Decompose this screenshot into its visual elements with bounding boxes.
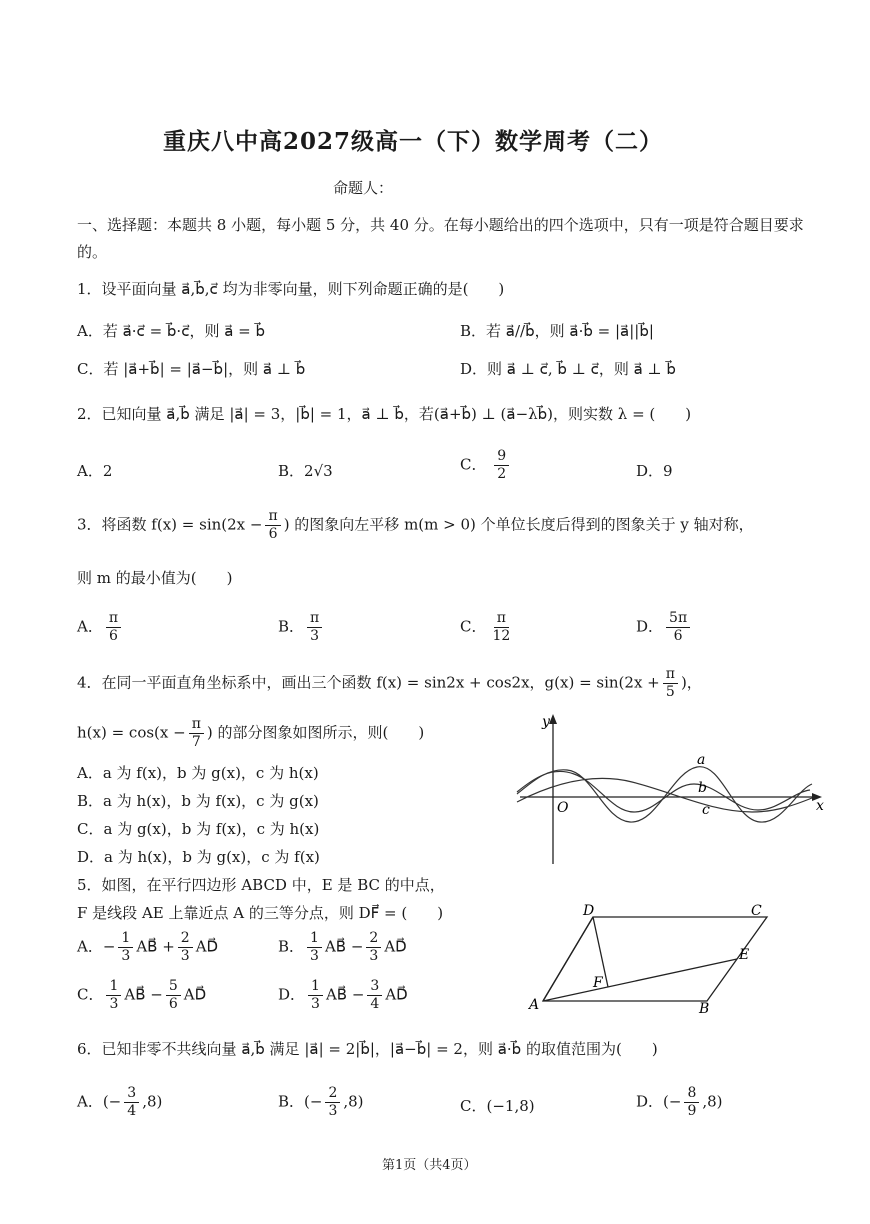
- q5-stem-line2: F 是线段 AE 上靠近点 A 的三等分点，则 DF⃗ = ( ): [77, 904, 444, 922]
- q3-stem-den: 6: [268, 526, 278, 542]
- q2-stem: 2．已知向量 a⃗,b⃗ 满足 |a⃗| = 3，|b⃗| = 1，a⃗ ⊥ b⃗，若(a⃗+b⃗) ⊥ (a⃗−λb⃗)，则实数 λ = ( ): [77, 405, 692, 423]
- q5-d-end: AD⃗: [385, 985, 408, 1004]
- q6-option-b: [278, 1085, 364, 1120]
- q3-option-c: [460, 610, 516, 645]
- q5-a-frac2: [178, 930, 193, 965]
- q3-d-num: 5π: [666, 610, 690, 628]
- q5-stem: 5．如图，在平行四边形 ABCD 中，E 是 BC 的中点，: [77, 876, 445, 894]
- q5-b-frac1: [307, 930, 322, 965]
- point-e-label: E: [739, 947, 750, 963]
- q6-b-label: B．(−: [278, 1092, 323, 1111]
- q3-stem: [77, 508, 754, 543]
- q4-stem-fraction: [663, 666, 678, 701]
- q2-option-b: B．2√3: [278, 462, 333, 480]
- segment-ad: [543, 917, 593, 1001]
- q2-option-c: [460, 448, 512, 483]
- q3-stem-pre: 3．将函数 f(x) = sin(2x −: [77, 515, 263, 534]
- q3-stem-fraction: [265, 508, 280, 543]
- q3-d-label: D．: [636, 617, 664, 636]
- q5-d-d2: 4: [370, 996, 380, 1012]
- q4-stem2-num: π: [189, 716, 204, 734]
- q3-b-label: B．: [278, 617, 305, 636]
- q5-d-d1: 3: [311, 996, 320, 1012]
- q1-option-d: D．则 a⃗ ⊥ c⃗, b⃗ ⊥ c⃗，则 a⃗ ⊥ b⃗: [460, 360, 676, 378]
- point-b-label: B: [699, 1001, 710, 1017]
- q1-stem: 1．设平面向量 a⃗,b⃗,c⃗ 均为非零向量，则下列命题正确的是( ): [77, 280, 505, 298]
- origin-label: O: [557, 800, 569, 816]
- q5-b-n1: 1: [307, 930, 322, 948]
- q5-c-d2: 6: [168, 996, 178, 1012]
- q3-b-den: 3: [310, 628, 320, 644]
- q5-c-label: C．: [77, 985, 104, 1004]
- q5-a-mid: AB⃗ +: [136, 937, 175, 956]
- q5-b-mid: AB⃗ −: [324, 937, 364, 956]
- point-f-label: F: [593, 975, 603, 991]
- q3-a-den: 6: [108, 628, 118, 644]
- q3-c-den: 12: [492, 628, 511, 644]
- q5-b-d2: 3: [369, 948, 379, 964]
- q4-option-b: B．a 为 h(x)，b 为 f(x)，c 为 g(x): [77, 792, 319, 810]
- q5-c-frac2: [166, 978, 181, 1013]
- q6-a-fraction: [124, 1085, 139, 1120]
- q3-option-b: [278, 610, 325, 645]
- section-instructions: 一、选择题：本题共 8 小题，每小题 5 分，共 40 分。在每小题给出的四个选项中，只有一项是符合题目要求的。: [77, 216, 804, 261]
- curve-c-label: c: [702, 802, 710, 818]
- q5-d-n1: 1: [308, 978, 323, 996]
- q4-stem2-pre: h(x) = cos(x −: [77, 723, 186, 742]
- q4-stem2-fraction: [189, 716, 204, 751]
- q3-stem-line2: 则 m 的最小值为( ): [77, 569, 233, 587]
- q6-d-label: D．(−: [636, 1092, 682, 1111]
- q6-b-den: 3: [328, 1103, 338, 1119]
- q5-d-n2: 3: [367, 978, 382, 996]
- q2-option-c-label: C．: [460, 455, 487, 474]
- q1-option-b: B．若 a⃗//b⃗，则 a⃗·b⃗ = |a⃗||b⃗|: [460, 322, 654, 340]
- q3-c-label: C．: [460, 617, 487, 636]
- q5-option-c: [77, 978, 206, 1013]
- q3-a-num: π: [106, 610, 121, 628]
- curve-a-label: a: [697, 752, 706, 768]
- q6-b-end: ,8): [343, 1092, 364, 1111]
- q5-a-n1: 1: [118, 930, 133, 948]
- q5-c-d1: 3: [109, 996, 119, 1012]
- q3-option-a: [77, 610, 124, 645]
- q5-b-d1: 3: [310, 948, 319, 964]
- q5-a-d1: 3: [121, 948, 131, 964]
- q5-d-label: D．: [278, 985, 306, 1004]
- q5-b-frac2: [366, 930, 381, 965]
- q3-c-num: π: [494, 610, 509, 628]
- q1-option-a: A．若 a⃗·c⃗ = b⃗·c⃗，则 a⃗ = b⃗: [77, 322, 266, 340]
- q4-function-graph: [512, 712, 832, 872]
- q3-b-fraction: [307, 610, 322, 645]
- q4-stem2-den: 7: [191, 734, 201, 750]
- q3-stem-post: ) 的图象向左平移 m(m > 0) 个单位长度后得到的图象关于 y 轴对称，: [283, 515, 754, 534]
- q6-d-end: ,8): [702, 1092, 723, 1111]
- author-label: 命题人：: [333, 179, 394, 197]
- q4-stem-line2: [77, 716, 424, 751]
- q3-d-fraction: [666, 610, 690, 645]
- q3-option-d: [636, 610, 693, 645]
- q6-d-fraction: [684, 1085, 699, 1120]
- q5-option-d: [278, 978, 408, 1013]
- q4-stem-post: )，: [680, 673, 702, 692]
- q4-option-d: D．a 为 h(x)，b 为 g(x)，c 为 f(x): [77, 848, 320, 866]
- q4-option-a: A．a 为 f(x)，b 为 g(x)，c 为 h(x): [77, 764, 319, 782]
- q6-d-den: 9: [687, 1103, 697, 1119]
- q5-a-d2: 3: [180, 948, 190, 964]
- q4-stem2-post: ) 的部分图象如图所示，则( ): [206, 723, 425, 742]
- q5-b-end: AD⃗: [384, 937, 407, 956]
- q4-option-c: C．a 为 g(x)，b 为 f(x)，c 为 h(x): [77, 820, 320, 838]
- q4-stem-num: π: [663, 666, 678, 684]
- q6-a-num: 3: [124, 1085, 139, 1103]
- point-c-label: C: [751, 903, 762, 919]
- q5-parallelogram-figure: [525, 903, 785, 1018]
- q6-b-num: 2: [325, 1085, 340, 1103]
- q5-d-mid: AB⃗ −: [325, 985, 365, 1004]
- q5-d-frac1: [308, 978, 323, 1013]
- q5-d-frac2: [367, 978, 382, 1013]
- point-d-label: D: [583, 903, 595, 919]
- q3-a-label: A．: [77, 617, 103, 636]
- q6-d-num: 8: [684, 1085, 699, 1103]
- q5-b-label: B．: [278, 937, 305, 956]
- q1-option-c: C．若 |a⃗+b⃗| = |a⃗−b⃗|，则 a⃗ ⊥ b⃗: [77, 360, 306, 378]
- q5-a-n2: 2: [178, 930, 193, 948]
- y-axis-label: y: [542, 714, 550, 730]
- point-a-label: A: [529, 997, 540, 1013]
- q6-a-label: A．(−: [77, 1092, 122, 1111]
- q3-c-fraction: [489, 610, 513, 645]
- q4-stem: [77, 666, 702, 701]
- q5-c-n2: 5: [166, 978, 181, 996]
- y-axis-arrow: [549, 714, 557, 724]
- q5-c-n1: 1: [106, 978, 121, 996]
- q3-stem-num: π: [265, 508, 280, 526]
- q5-option-a: [77, 930, 218, 965]
- q2-option-d: D．9: [636, 462, 673, 480]
- q5-b-n2: 2: [366, 930, 381, 948]
- q6-option-d: [636, 1085, 723, 1120]
- q4-stem-pre: 4．在同一平面直角坐标系中，画出三个函数 f(x) = sin2x + cos2x，g(x) = sin(2x +: [77, 673, 660, 692]
- q6-a-end: ,8): [142, 1092, 163, 1111]
- q6-stem: 6．已知非零不共线向量 a⃗,b⃗ 满足 |a⃗| = 2|b⃗|，|a⃗−b⃗| = 2，则 a⃗·b⃗ 的取值范围为( ): [77, 1040, 658, 1058]
- q3-a-fraction: [106, 610, 121, 645]
- q5-a-label: A．−: [77, 937, 116, 956]
- q2-c-num: 9: [494, 448, 509, 466]
- q5-c-mid: AB⃗ −: [124, 985, 163, 1004]
- q5-a-end: AD⃗: [195, 937, 219, 956]
- curve-b-label: b: [698, 780, 707, 796]
- q5-c-frac1: [106, 978, 121, 1013]
- q4-stem-den: 5: [665, 684, 675, 700]
- x-axis-label: x: [816, 798, 824, 814]
- q3-b-num: π: [307, 610, 322, 628]
- parallelogram-abcd: [543, 917, 767, 1001]
- q6-a-den: 4: [127, 1103, 137, 1119]
- segment-ae: [543, 959, 737, 1001]
- exam-title: 重庆八中高2027级高一（下）数学周考（二）: [163, 128, 664, 155]
- q2-option-a: A．2: [77, 462, 113, 480]
- q6-b-fraction: [325, 1085, 340, 1120]
- q2-c-den: 2: [497, 466, 507, 482]
- q5-a-frac1: [118, 930, 133, 965]
- q2-option-c-fraction: [494, 448, 509, 483]
- q6-option-c: C．(−1,8): [460, 1097, 535, 1115]
- q5-c-end: AD⃗: [183, 985, 207, 1004]
- q5-option-b: [278, 930, 407, 965]
- q3-d-den: 6: [673, 628, 683, 644]
- page-footer: 第1页（共4页）: [382, 1158, 477, 1173]
- q6-option-a: [77, 1085, 162, 1120]
